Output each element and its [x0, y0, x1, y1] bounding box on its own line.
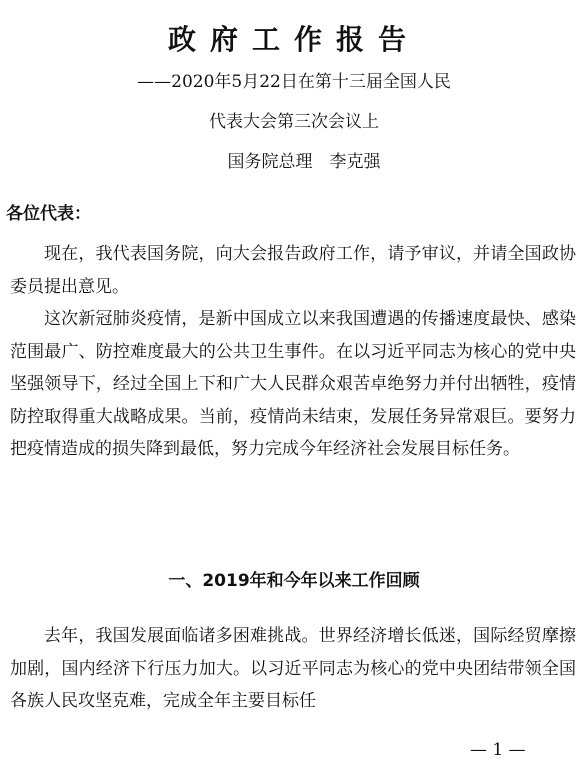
report-title: 政府工作报告 — [167, 23, 420, 56]
page-number: — 1 — — [470, 740, 526, 760]
salutation: 各位代表： — [6, 204, 91, 224]
paragraph-1: 现在，我代表国务院，向大会报告政府工作，请予审议，并请全国政协委员提出意见。 — [10, 244, 576, 297]
section-paragraph: 去年，我国发展面临诸多困难挑战。世界经济增长低迷，国际经贸摩擦加剧，国内经济下行压力加大。以习近平同志为核心的党中央团结带领全国各族人民攻坚克难，完成全年主要目标任 — [10, 626, 576, 711]
section-heading: 一、2019年和今年以来工作回顾 — [168, 571, 420, 591]
paragraph-2: 这次新冠肺炎疫情，是新中国成立以来我国遭遇的传播速度最快、感染范围最广、防控难度最大的公共卫生事件。在以习近平同志为核心的党中央坚强领导下，经过全国上下和广大人民群众艰苦卓绝努力并付出牺牲，疫情防控取得重大战略成果。当前，疫情尚未结束，发展任务异常艰巨。要努力把疫情造成的损失降到最低，努力完成今年经济社会发展目标任务。 — [10, 309, 576, 459]
report-subtitle-line2: 代表大会第三次会议上 — [209, 112, 379, 132]
report-subtitle-line1: ——2020年5月22日在第十三届全国人民 — [137, 72, 451, 92]
report-speaker: 国务院总理 李克强 — [227, 152, 381, 172]
